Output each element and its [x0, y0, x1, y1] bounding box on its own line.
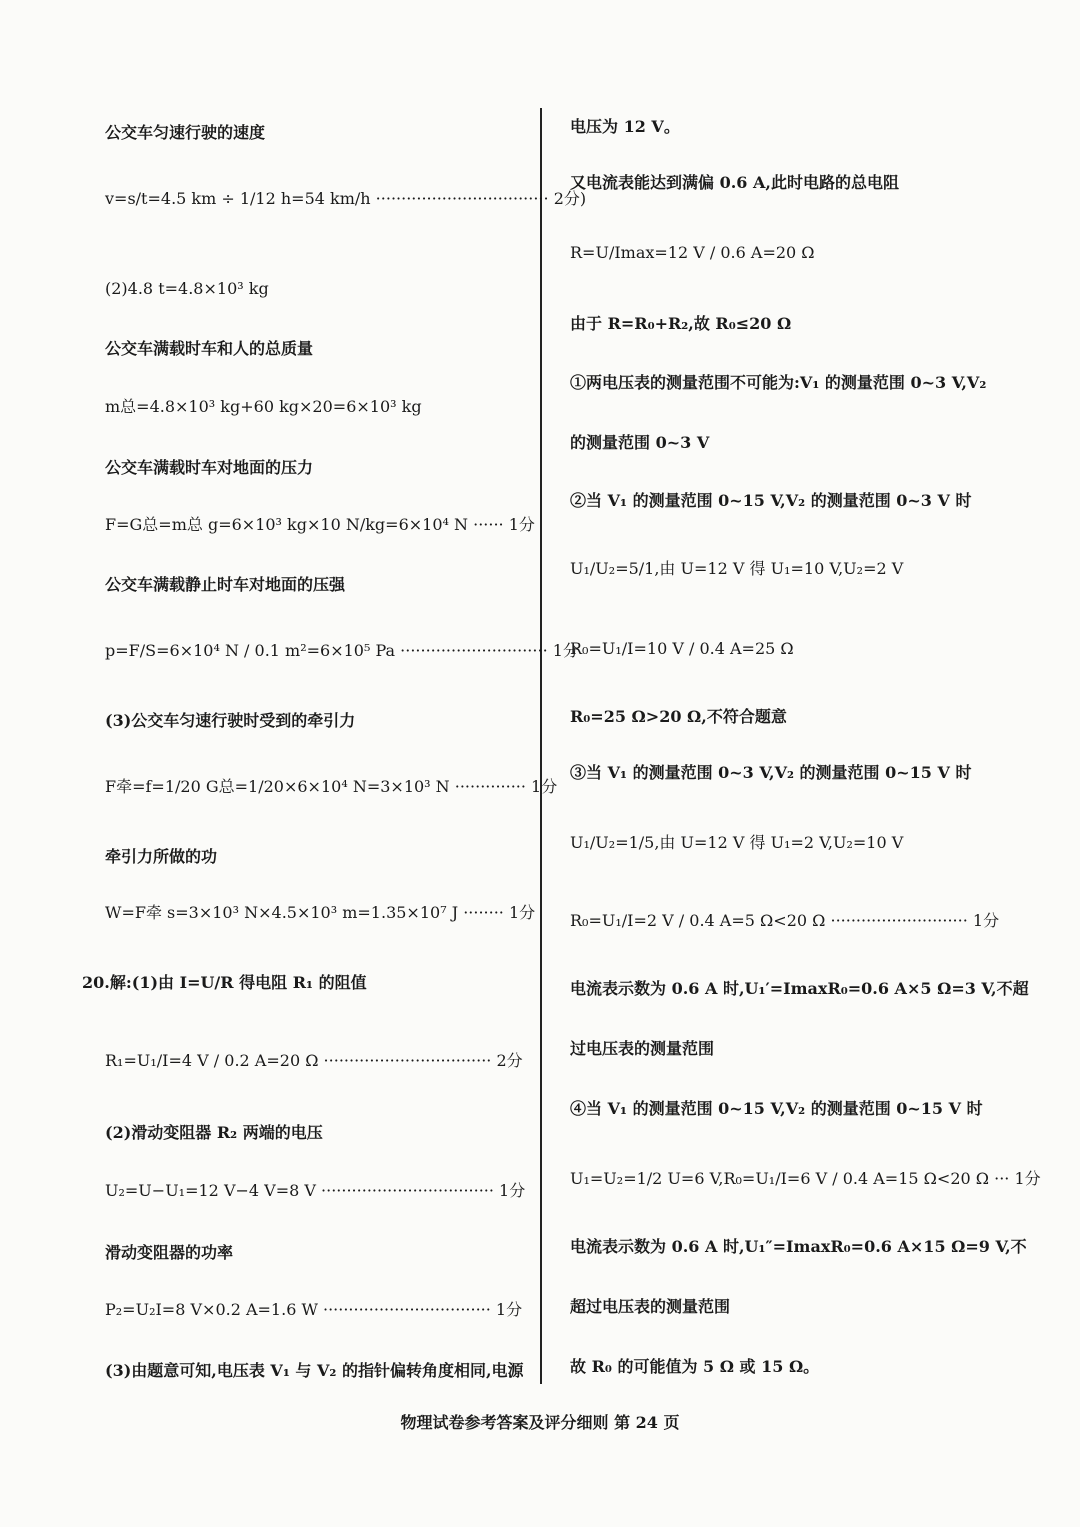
page-footer: 物理试卷参考答案及评分细则 第 24 页 [400, 1413, 680, 1432]
text-line: ③当 V₁ 的测量范围 0~3 V,V₂ 的测量范围 0~15 V 时 [570, 763, 972, 782]
formula-line: F=G总=m总 g=6×10³ kg×10 N/kg=6×10⁴ N ······ 1分 [105, 515, 535, 534]
text-line: 公交车满载静止时车对地面的压强 [105, 575, 346, 594]
text-line: 由于 R=R₀+R₂,故 R₀≤20 Ω [570, 314, 792, 333]
text-line: ①两电压表的测量范围不可能为:V₁ 的测量范围 0~3 V,V₂ [570, 373, 987, 392]
text-line: R₀=25 Ω>20 Ω,不符合题意 [570, 707, 787, 726]
question-20-line: 20.解:(1)由 I=U/R 得电阻 R₁ 的阻值 [82, 973, 367, 992]
formula-line: W=F牵 s=3×10³ N×4.5×10³ m=1.35×10⁷ J ········ 1分 [105, 903, 536, 922]
text-line: ②当 V₁ 的测量范围 0~15 V,V₂ 的测量范围 0~3 V 时 [570, 491, 972, 510]
text-line: 超过电压表的测量范围 [570, 1297, 731, 1316]
text-line: 公交车匀速行驶的速度 [105, 123, 266, 142]
text-line: (2)滑动变阻器 R₂ 两端的电压 [105, 1123, 323, 1142]
formula-line: R=U/Imax=12 V / 0.6 A=20 Ω [570, 243, 815, 262]
text-line: 电流表示数为 0.6 A 时,U₁″=ImaxR₀=0.6 A×15 Ω=9 V,不 [570, 1237, 1027, 1256]
text-line: 电流表示数为 0.6 A 时,U₁′=ImaxR₀=0.6 A×5 Ω=3 V,不超 [570, 979, 1029, 998]
text-line: 公交车满载时车和人的总质量 [105, 339, 314, 358]
column-divider [540, 108, 542, 1384]
text-line: 公交车满载时车对地面的压力 [105, 458, 314, 477]
text-line: 过电压表的测量范围 [570, 1039, 715, 1058]
text-line: 牵引力所做的功 [105, 847, 218, 866]
formula-line: R₀=U₁/I=10 V / 0.4 A=25 Ω [570, 639, 794, 658]
formula-line: U₁=U₂=1/2 U=6 V,R₀=U₁/I=6 V / 0.4 A=15 Ω<20 Ω ··· 1分 [570, 1169, 1041, 1188]
formula-line: R₀=U₁/I=2 V / 0.4 A=5 Ω<20 Ω ··························· 1分 [570, 911, 1000, 930]
text-line: 又电流表能达到满偏 0.6 A,此时电路的总电阻 [570, 173, 899, 192]
formula-line: U₁/U₂=5/1,由 U=12 V 得 U₁=10 V,U₂=2 V [570, 559, 904, 578]
formula-line: m总=4.8×10³ kg+60 kg×20=6×10³ kg [105, 397, 422, 416]
formula-line: (2)4.8 t=4.8×10³ kg [105, 279, 269, 298]
formula-line: U₂=U−U₁=12 V−4 V=8 V ·································· 1分 [105, 1181, 526, 1200]
text-line: 电压为 12 V。 [570, 117, 680, 136]
text-line: ④当 V₁ 的测量范围 0~15 V,V₂ 的测量范围 0~15 V 时 [570, 1099, 983, 1118]
text-line: (3)由题意可知,电压表 V₁ 与 V₂ 的指针偏转角度相同,电源 [105, 1361, 524, 1380]
formula-line: p=F/S=6×10⁴ N / 0.1 m²=6×10⁵ Pa ····························· 1分 [105, 641, 579, 660]
text-line: (3)公交车匀速行驶时受到的牵引力 [105, 711, 356, 730]
text-line: 故 R₀ 的可能值为 5 Ω 或 15 Ω。 [570, 1357, 820, 1376]
text-line: 的测量范围 0~3 V [570, 433, 710, 452]
formula-line: U₁/U₂=1/5,由 U=12 V 得 U₁=2 V,U₂=10 V [570, 833, 904, 852]
formula-line: F牵=f=1/20 G总=1/20×6×10⁴ N=3×10³ N ·············· 1分 [105, 777, 558, 796]
formula-line: P₂=U₂I=8 V×0.2 A=1.6 W ································· 1分 [105, 1300, 523, 1319]
formula-line: R₁=U₁/I=4 V / 0.2 A=20 Ω ································· 2分 [105, 1051, 523, 1070]
text-line: 滑动变阻器的功率 [105, 1243, 234, 1262]
formula-line: v=s/t=4.5 km ÷ 1/12 h=54 km/h ·································· 2分) [105, 189, 587, 208]
